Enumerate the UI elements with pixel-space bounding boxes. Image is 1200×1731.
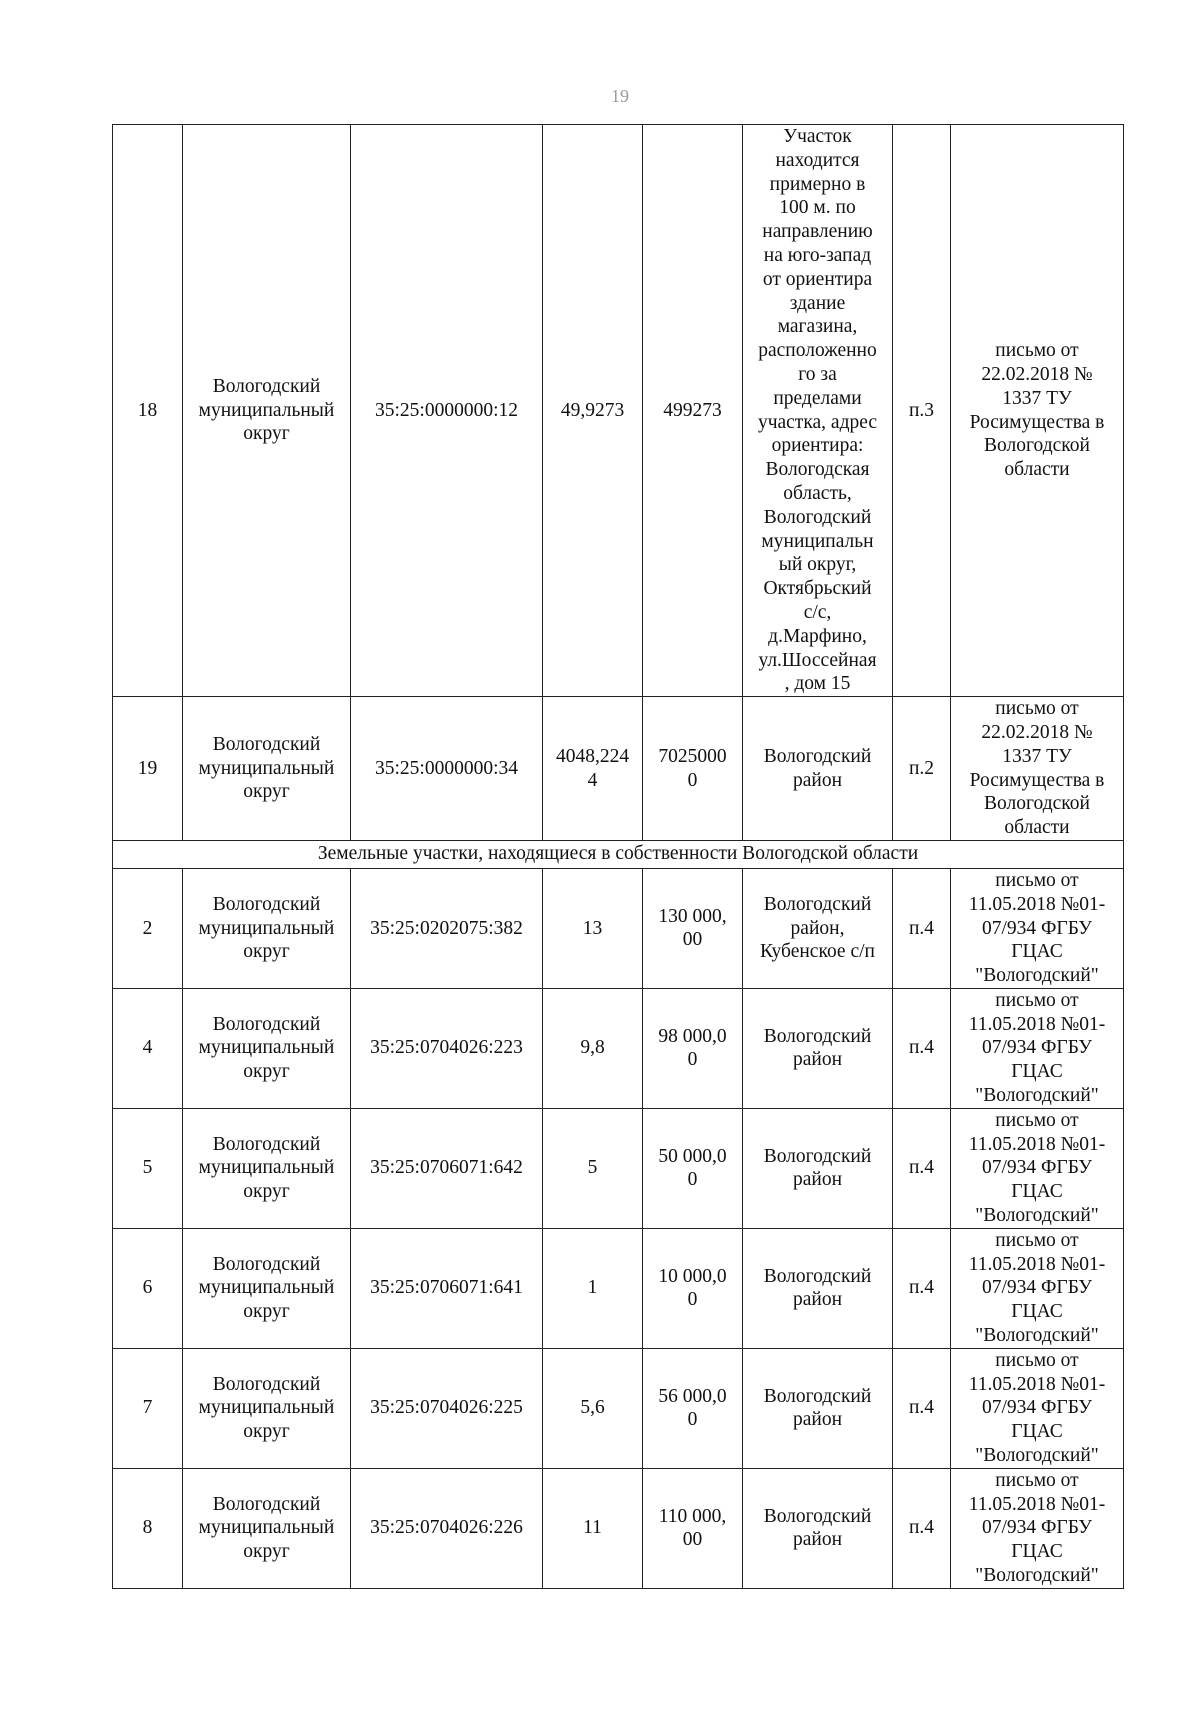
table-section bbox=[113, 840, 1124, 868]
district-cell-line: муниципальный bbox=[198, 1037, 335, 1059]
location-cell-line: район bbox=[792, 1409, 843, 1431]
location-cell-line: магазина, bbox=[777, 316, 858, 338]
source-cell-line: 11.05.2018 №01- bbox=[968, 893, 1106, 915]
cadastral-number: 35:25:0706071:642 bbox=[351, 1108, 543, 1228]
district-cell bbox=[183, 1468, 351, 1588]
table-row bbox=[113, 868, 1124, 988]
cadastral-number: 35:25:0704026:223 bbox=[351, 988, 543, 1108]
clause-cell: п.3 bbox=[893, 125, 951, 697]
district-cell-line: Вологодский bbox=[212, 1493, 321, 1515]
location-cell-line: Кубенское с/п bbox=[760, 941, 875, 963]
page-number: 19 bbox=[611, 86, 629, 106]
area-cell-line: 9,8 bbox=[580, 1037, 605, 1059]
value-cell bbox=[643, 1468, 743, 1588]
source-cell-line: 11.05.2018 №01- bbox=[968, 1373, 1106, 1395]
location-cell bbox=[743, 1228, 893, 1348]
source-cell bbox=[951, 697, 1124, 841]
location-cell-line: Участок bbox=[783, 126, 852, 147]
value-cell-line: 0 bbox=[687, 1289, 698, 1311]
value-cell-line: 0 bbox=[687, 1409, 698, 1431]
source-cell bbox=[951, 1228, 1124, 1348]
location-cell-line: Вологодская bbox=[765, 459, 870, 481]
source-cell-line: ГЦАС bbox=[1011, 1541, 1063, 1563]
table-row bbox=[113, 697, 1124, 841]
cadastral-number: 35:25:0704026:226 bbox=[351, 1468, 543, 1588]
land-plots-table bbox=[112, 124, 1124, 1589]
clause-cell: п.2 bbox=[893, 697, 951, 841]
source-cell-line: Вологодской bbox=[984, 793, 1090, 815]
location-cell bbox=[743, 988, 893, 1108]
table-row bbox=[113, 1348, 1124, 1468]
district-cell bbox=[183, 1348, 351, 1468]
source-cell-line: "Вологодский" bbox=[975, 1445, 1099, 1467]
value-cell bbox=[643, 697, 743, 841]
source-cell-line: письмо от bbox=[995, 1109, 1079, 1131]
district-cell bbox=[183, 868, 351, 988]
table-row bbox=[113, 125, 1124, 697]
area-cell bbox=[543, 868, 643, 988]
district-cell bbox=[183, 125, 351, 697]
district-cell-line: округ bbox=[243, 1301, 290, 1323]
area-cell-line: 4 bbox=[587, 769, 598, 791]
area-cell-line: 1 bbox=[587, 1277, 598, 1299]
location-cell-line: , дом 15 bbox=[784, 673, 851, 695]
value-cell-line: 00 bbox=[682, 929, 703, 951]
source-cell-line: области bbox=[1004, 817, 1070, 839]
row-number: 4 bbox=[113, 988, 183, 1108]
area-cell bbox=[543, 125, 643, 697]
row-number: 5 bbox=[113, 1108, 183, 1228]
table-body-top bbox=[113, 125, 1124, 841]
area-cell bbox=[543, 1348, 643, 1468]
row-number: 8 bbox=[113, 1468, 183, 1588]
source-cell bbox=[951, 868, 1124, 988]
district-cell-line: муниципальный bbox=[198, 917, 335, 939]
location-cell bbox=[743, 125, 893, 697]
location-cell-line: направлению bbox=[762, 221, 873, 243]
district-cell-line: муниципальный bbox=[198, 757, 335, 779]
source-cell-line: 11.05.2018 №01- bbox=[968, 1493, 1106, 1515]
area-cell-line: 5 bbox=[587, 1157, 598, 1179]
location-cell-line: ул.Шоссейная bbox=[758, 649, 877, 671]
district-cell bbox=[183, 697, 351, 841]
area-cell bbox=[543, 1468, 643, 1588]
clause-cell: п.4 bbox=[893, 1228, 951, 1348]
location-cell-line: Вологодский bbox=[763, 1145, 872, 1167]
district-cell-line: муниципальный bbox=[198, 399, 335, 421]
source-cell-line: 07/934 ФГБУ bbox=[981, 1277, 1093, 1299]
source-cell-line: 11.05.2018 №01- bbox=[968, 1013, 1106, 1035]
area-cell bbox=[543, 1108, 643, 1228]
source-cell-line: Росимущества в bbox=[969, 769, 1105, 791]
value-cell bbox=[643, 988, 743, 1108]
source-cell-line: письмо от bbox=[995, 1229, 1079, 1251]
source-cell-line: "Вологодский" bbox=[975, 965, 1099, 987]
location-cell-line: от ориентира bbox=[762, 268, 873, 290]
source-cell bbox=[951, 988, 1124, 1108]
location-cell bbox=[743, 1468, 893, 1588]
source-cell-line: области bbox=[1004, 459, 1070, 481]
district-cell-line: округ bbox=[243, 941, 290, 963]
location-cell-line: Вологодский bbox=[763, 1265, 872, 1287]
value-cell-line: 0 bbox=[687, 769, 698, 791]
location-cell-line: область, bbox=[783, 482, 852, 504]
source-cell-line: 07/934 ФГБУ bbox=[981, 1397, 1093, 1419]
table-row bbox=[113, 1108, 1124, 1228]
table-row bbox=[113, 988, 1124, 1108]
location-cell-line: ый округ, bbox=[778, 554, 857, 576]
source-cell-line: ГЦАС bbox=[1011, 1421, 1063, 1443]
location-cell-line: Вологодский bbox=[763, 1025, 872, 1047]
location-cell-line: д.Марфино, bbox=[768, 625, 867, 647]
source-cell-line: письмо от bbox=[995, 1469, 1079, 1491]
table-row bbox=[113, 1468, 1124, 1588]
value-cell bbox=[643, 125, 743, 697]
location-cell-line: район bbox=[792, 1529, 843, 1551]
location-cell-line: расположенно bbox=[758, 340, 877, 362]
district-cell-line: муниципальный bbox=[198, 1277, 335, 1299]
location-cell-line: Вологодский bbox=[763, 1385, 872, 1407]
source-cell-line: 11.05.2018 №01- bbox=[968, 1133, 1106, 1155]
row-number: 7 bbox=[113, 1348, 183, 1468]
source-cell-line: письмо от bbox=[995, 1349, 1079, 1371]
cadastral-number: 35:25:0706071:641 bbox=[351, 1228, 543, 1348]
source-cell-line: 07/934 ФГБУ bbox=[981, 1157, 1093, 1179]
cadastral-number: 35:25:0704026:225 bbox=[351, 1348, 543, 1468]
location-cell-line: ориентира: bbox=[771, 435, 864, 457]
source-cell-line: ГЦАС bbox=[1011, 1301, 1063, 1323]
area-cell-line: 11 bbox=[583, 1517, 602, 1539]
cadastral-number: 35:25:0000000:12 bbox=[351, 125, 543, 697]
source-cell-line: "Вологодский" bbox=[975, 1565, 1099, 1587]
source-cell-line: письмо от bbox=[995, 869, 1079, 891]
source-cell bbox=[951, 125, 1124, 697]
source-cell-line: Росимущества в bbox=[969, 411, 1105, 433]
row-number: 18 bbox=[113, 125, 183, 697]
clause-cell: п.4 bbox=[893, 1348, 951, 1468]
clause-cell: п.4 bbox=[893, 1468, 951, 1588]
area-cell-line: 13 bbox=[582, 917, 603, 939]
area-cell bbox=[543, 988, 643, 1108]
value-cell-line: 7025000 bbox=[658, 745, 727, 767]
section-title: Земельные участки, находящиеся в собственности Вологодской области bbox=[113, 840, 1124, 868]
district-cell-line: Вологодский bbox=[212, 1253, 321, 1275]
location-cell-line: Вологодский bbox=[763, 893, 872, 915]
source-cell-line: 22.02.2018 № bbox=[981, 721, 1093, 743]
location-cell bbox=[743, 1348, 893, 1468]
district-cell-line: Вологодский bbox=[212, 1013, 321, 1035]
clause-cell: п.4 bbox=[893, 868, 951, 988]
value-cell bbox=[643, 1108, 743, 1228]
source-cell-line: 07/934 ФГБУ bbox=[981, 917, 1093, 939]
location-cell-line: здание bbox=[789, 292, 846, 314]
district-cell bbox=[183, 1228, 351, 1348]
value-cell bbox=[643, 868, 743, 988]
source-cell-line: "Вологодский" bbox=[975, 1205, 1099, 1227]
location-cell-line: на юго-запад bbox=[763, 244, 872, 266]
location-cell-line: находится bbox=[775, 149, 860, 171]
district-cell-line: муниципальный bbox=[198, 1157, 335, 1179]
area-cell bbox=[543, 697, 643, 841]
row-number: 6 bbox=[113, 1228, 183, 1348]
source-cell-line: ГЦАС bbox=[1011, 1181, 1063, 1203]
district-cell-line: округ bbox=[243, 1541, 290, 1563]
source-cell bbox=[951, 1468, 1124, 1588]
location-cell-line: го за bbox=[798, 363, 837, 385]
district-cell-line: округ bbox=[243, 1181, 290, 1203]
district-cell-line: округ bbox=[243, 1061, 290, 1083]
district-cell-line: округ bbox=[243, 1421, 290, 1443]
district-cell-line: округ bbox=[243, 781, 290, 803]
location-cell bbox=[743, 697, 893, 841]
location-cell-line: район bbox=[792, 769, 843, 791]
value-cell-line: 0 bbox=[687, 1169, 698, 1191]
source-cell-line: письмо от bbox=[995, 698, 1079, 720]
source-cell-line: 07/934 ФГБУ bbox=[981, 1517, 1093, 1539]
location-cell-line: с/с, bbox=[803, 601, 832, 623]
clause-cell: п.4 bbox=[893, 1108, 951, 1228]
location-cell-line: Октябрьский bbox=[763, 578, 872, 600]
value-cell-line: 499273 bbox=[663, 399, 722, 421]
source-cell-line: 22.02.2018 № bbox=[981, 363, 1093, 385]
source-cell-line: 1337 ТУ bbox=[1002, 745, 1072, 767]
location-cell-line: район bbox=[792, 1289, 843, 1311]
value-cell-line: 98 000,0 bbox=[658, 1025, 727, 1047]
district-cell-line: Вологодский bbox=[212, 1133, 321, 1155]
value-cell-line: 110 000, bbox=[658, 1505, 727, 1527]
source-cell-line: Вологодской bbox=[984, 435, 1090, 457]
source-cell-line: письмо от bbox=[995, 340, 1079, 362]
district-cell-line: Вологодский bbox=[212, 1373, 321, 1395]
table-body-bottom bbox=[113, 868, 1124, 1588]
location-cell-line: район, bbox=[790, 917, 845, 939]
area-cell-line: 4048,224 bbox=[555, 745, 630, 767]
source-cell-line: письмо от bbox=[995, 989, 1079, 1011]
district-cell-line: муниципальный bbox=[198, 1517, 335, 1539]
location-cell bbox=[743, 868, 893, 988]
location-cell-line: муниципальн bbox=[761, 530, 874, 552]
area-cell-line: 5,6 bbox=[580, 1397, 605, 1419]
source-cell-line: "Вологодский" bbox=[975, 1085, 1099, 1107]
area-cell bbox=[543, 1228, 643, 1348]
source-cell-line: 07/934 ФГБУ bbox=[981, 1037, 1093, 1059]
value-cell-line: 10 000,0 bbox=[658, 1265, 727, 1287]
location-cell-line: район bbox=[792, 1049, 843, 1071]
value-cell bbox=[643, 1348, 743, 1468]
value-cell-line: 0 bbox=[687, 1049, 698, 1071]
location-cell-line: пределами bbox=[773, 387, 862, 409]
location-cell-line: район bbox=[792, 1169, 843, 1191]
location-cell-line: участка, адрес bbox=[757, 411, 878, 433]
source-cell bbox=[951, 1348, 1124, 1468]
location-cell-line: Вологодский bbox=[763, 1505, 872, 1527]
location-cell-line: 100 м. по bbox=[779, 197, 856, 219]
source-cell-line: 1337 ТУ bbox=[1002, 387, 1072, 409]
table-row bbox=[113, 1228, 1124, 1348]
district-cell bbox=[183, 988, 351, 1108]
location-cell-line: Вологодский bbox=[763, 506, 872, 528]
district-cell-line: муниципальный bbox=[198, 1397, 335, 1419]
area-cell-line: 49,9273 bbox=[560, 399, 625, 421]
location-cell-line: Вологодский bbox=[763, 745, 872, 767]
source-cell-line: "Вологодский" bbox=[975, 1325, 1099, 1347]
value-cell bbox=[643, 1228, 743, 1348]
cadastral-number: 35:25:0000000:34 bbox=[351, 697, 543, 841]
source-cell-line: ГЦАС bbox=[1011, 941, 1063, 963]
source-cell bbox=[951, 1108, 1124, 1228]
value-cell-line: 56 000,0 bbox=[658, 1385, 727, 1407]
cadastral-number: 35:25:0202075:382 bbox=[351, 868, 543, 988]
location-cell-line: примерно в bbox=[769, 173, 866, 195]
value-cell-line: 50 000,0 bbox=[658, 1145, 727, 1167]
district-cell-line: округ bbox=[243, 423, 290, 445]
district-cell-line: Вологодский bbox=[212, 733, 321, 755]
district-cell-line: Вологодский bbox=[212, 893, 321, 915]
section-header-row bbox=[113, 840, 1124, 868]
source-cell-line: 11.05.2018 №01- bbox=[968, 1253, 1106, 1275]
value-cell-line: 00 bbox=[682, 1529, 703, 1551]
row-number: 2 bbox=[113, 868, 183, 988]
row-number: 19 bbox=[113, 697, 183, 841]
source-cell-line: ГЦАС bbox=[1011, 1061, 1063, 1083]
clause-cell: п.4 bbox=[893, 988, 951, 1108]
district-cell-line: Вологодский bbox=[212, 375, 321, 397]
location-cell bbox=[743, 1108, 893, 1228]
value-cell-line: 130 000, bbox=[658, 905, 727, 927]
district-cell bbox=[183, 1108, 351, 1228]
